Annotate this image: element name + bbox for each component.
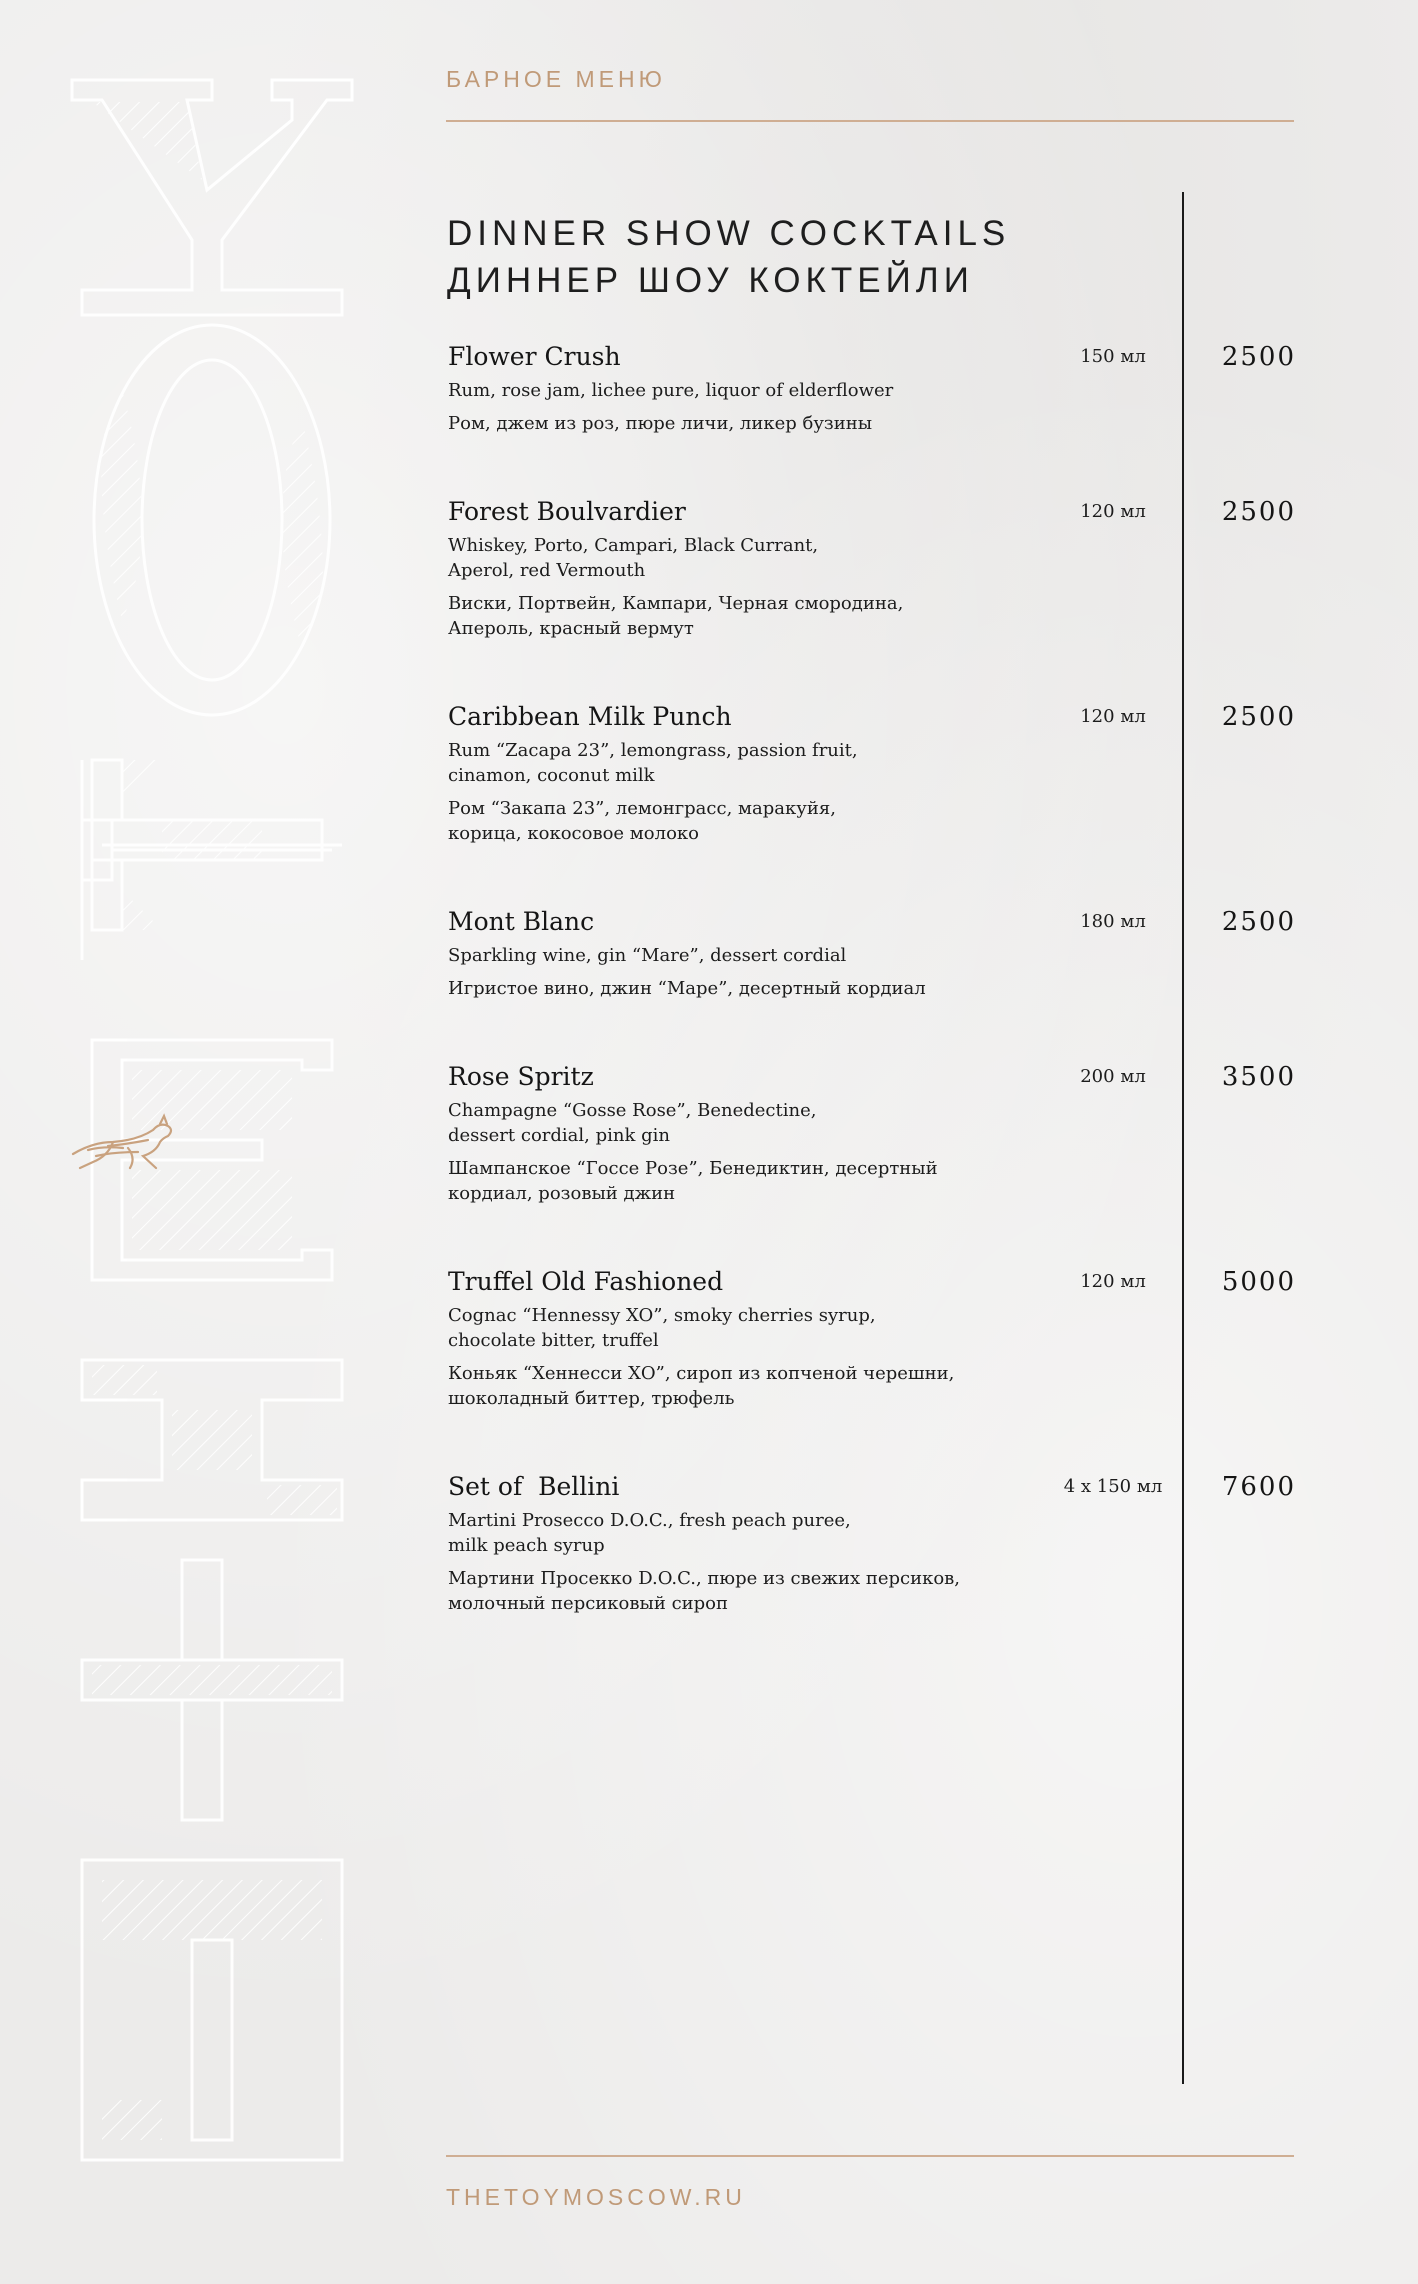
page-title <box>447 210 1010 304</box>
logo-letter-h <box>82 1360 342 1520</box>
item-volume: 120 мл <box>1080 706 1146 727</box>
item-description-ru: Мартини Просекко D.O.C., пюре из свежих персиков, молочный персиковый сироп <box>448 1568 961 1614</box>
item-name: Mont Blanc <box>448 907 595 936</box>
item-name: Forest Boulvardier <box>448 497 686 526</box>
item-price: 2500 <box>1221 342 1296 372</box>
title-ru: ДИННЕР ШОУ КОКТЕЙЛИ <box>447 261 974 300</box>
item-name: Set of Bellini <box>448 1472 620 1501</box>
item-price: 3500 <box>1221 1062 1296 1092</box>
item-name: Caribbean Milk Punch <box>448 702 732 731</box>
menu-item <box>448 907 1328 1001</box>
header-divider <box>446 120 1294 122</box>
item-description-en: Sparkling wine, gin “Mare”, dessert cordial <box>448 945 847 966</box>
item-name: Truffel Old Fashioned <box>448 1267 724 1296</box>
item-volume: 120 мл <box>1080 501 1146 522</box>
item-description-en: Whiskey, Porto, Campari, Black Currant, Aperol, red Vermouth <box>448 535 819 581</box>
item-volume: 4 x 150 мл <box>1063 1476 1163 1497</box>
item-volume: 200 мл <box>1080 1066 1146 1087</box>
item-price: 2500 <box>1221 497 1296 527</box>
title-en: DINNER SHOW COCKTAILS <box>447 214 1011 253</box>
item-description-ru: Шампанское “Госсе Розе”, Бенедиктин, десертный кордиал, розовый джин <box>448 1158 938 1204</box>
footer-divider <box>446 2155 1294 2157</box>
section-label: БАРНОЕ МЕНЮ <box>446 66 666 92</box>
logo-letter-t1 <box>82 760 342 960</box>
menu-item <box>448 342 1328 436</box>
menu-item <box>448 1062 1328 1206</box>
item-description-ru: Ром “Закапа 23”, лемонграсс, маракуйя, корица, кокосовое молоко <box>448 798 836 844</box>
menu-item <box>448 1472 1328 1616</box>
item-volume: 180 мл <box>1080 911 1146 932</box>
item-price: 2500 <box>1221 907 1296 937</box>
logo-letter-y <box>72 80 352 315</box>
item-description-ru: Виски, Портвейн, Кампари, Черная смородина, Апероль, красный вермут <box>448 593 904 639</box>
menu-item <box>448 702 1328 846</box>
item-name: Flower Crush <box>448 342 621 371</box>
item-description-ru: Ром, джем из роз, пюре личи, ликер бузины <box>448 413 873 434</box>
website-link[interactable]: THETOYMOSCOW.RU <box>446 2184 746 2210</box>
item-name: Rose Spritz <box>448 1062 594 1091</box>
item-description-ru: Коньяк “Хеннесси ХО”, сироп из копченой черешни, шоколадный биттер, трюфель <box>448 1363 955 1409</box>
logo-letter-t2 <box>82 1560 342 2160</box>
item-price: 5000 <box>1221 1267 1296 1297</box>
item-price: 2500 <box>1221 702 1296 732</box>
logo-letter-o <box>94 325 330 715</box>
item-volume: 150 мл <box>1080 346 1146 367</box>
menu-item <box>448 1267 1328 1411</box>
item-price: 7600 <box>1221 1472 1296 1502</box>
item-description-en: Champagne “Gosse Rose”, Benedectine, dessert cordial, pink gin <box>448 1100 817 1146</box>
menu-item <box>448 497 1328 641</box>
item-description-ru: Игристое вино, джин “Маре”, десертный кордиал <box>448 978 926 999</box>
item-description-en: Martini Prosecco D.O.C., fresh peach puree, milk peach syrup <box>448 1510 851 1556</box>
item-description-en: Rum “Zacapa 23”, lemongrass, passion fruit, cinamon, coconut milk <box>448 740 858 786</box>
item-description-en: Cognac “Hennessy XO”, smoky cherries syrup, chocolate bitter, truffel <box>448 1305 876 1351</box>
item-volume: 120 мл <box>1080 1271 1146 1292</box>
running-dog-icon <box>68 1112 178 1172</box>
item-description-en: Rum, rose jam, lichee pure, liquor of elderflower <box>448 380 894 401</box>
